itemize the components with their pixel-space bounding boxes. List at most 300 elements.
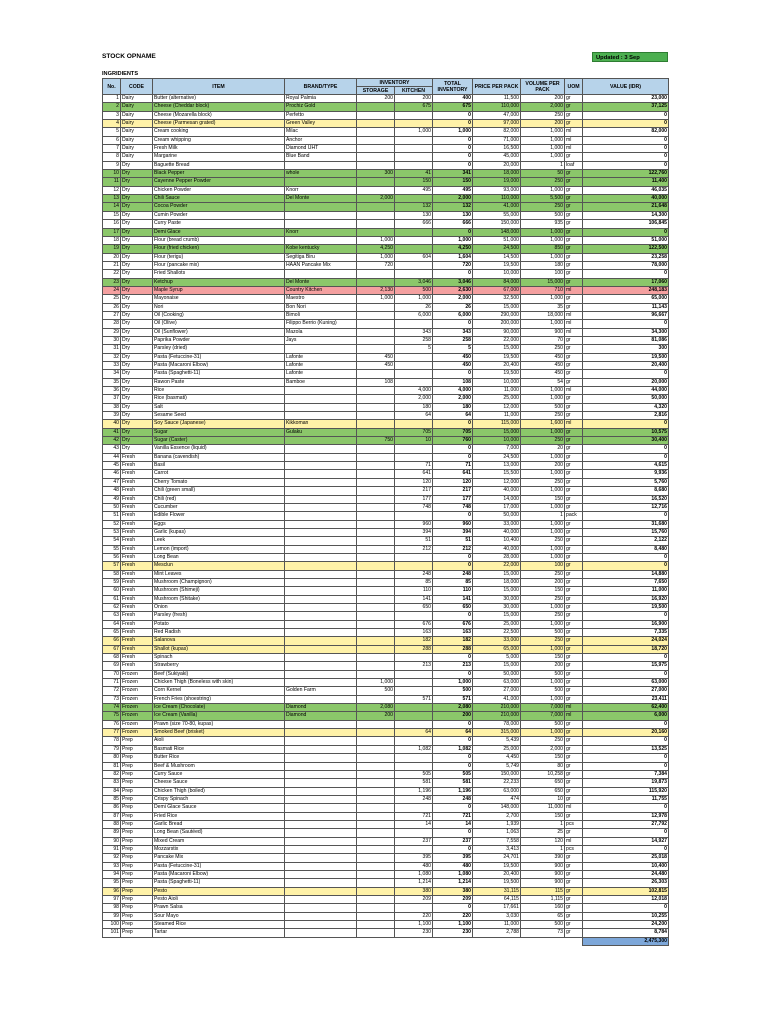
table-row xyxy=(103,687,669,695)
cell-no: 62 xyxy=(103,603,121,611)
cell-code: Dry xyxy=(121,387,153,395)
cell-item: Cheese (Parmesan grated) xyxy=(153,120,285,128)
table-row xyxy=(103,745,669,753)
cell-storage xyxy=(357,587,395,595)
cell-uom: pcs xyxy=(565,820,583,828)
cell-code: Prep xyxy=(121,770,153,778)
cell-no: 28 xyxy=(103,320,121,328)
cell-code: Fresh xyxy=(121,570,153,578)
cell-price-per-pack: 18,000 xyxy=(473,578,521,586)
cell-brand xyxy=(285,679,357,687)
cell-volume-per-pack: 1,600 xyxy=(521,420,565,428)
cell-item: Carrot xyxy=(153,470,285,478)
cell-code: Dry xyxy=(121,245,153,253)
cell-code: Prep xyxy=(121,787,153,795)
cell-no: 96 xyxy=(103,887,121,895)
cell-no: 88 xyxy=(103,820,121,828)
cell-total-inventory: 0 xyxy=(433,153,473,161)
cell-item: Curry Sauce xyxy=(153,770,285,778)
cell-kitchen xyxy=(395,712,433,720)
table-row xyxy=(103,470,669,478)
cell-price-per-pack: 15,000 xyxy=(473,345,521,353)
cell-kitchen: 676 xyxy=(395,620,433,628)
table-row xyxy=(103,286,669,294)
cell-volume-per-pack: 1,000 xyxy=(521,620,565,628)
cell-total-inventory: 213 xyxy=(433,662,473,670)
cell-value: 19,500 xyxy=(583,353,669,361)
cell-value: 23,258 xyxy=(583,253,669,261)
cell-uom: gr xyxy=(565,437,583,445)
cell-no: 87 xyxy=(103,812,121,820)
cell-brand xyxy=(285,345,357,353)
cell-item: Oil (Cooking) xyxy=(153,311,285,319)
cell-uom: gr xyxy=(565,896,583,904)
cell-item: Pasta (Macaroni Elbow) xyxy=(153,362,285,370)
cell-item: Pesto xyxy=(153,887,285,895)
cell-item: Onion xyxy=(153,603,285,611)
cell-price-per-pack: 50,000 xyxy=(473,670,521,678)
cell-volume-per-pack: 7,000 xyxy=(521,712,565,720)
cell-no: 21 xyxy=(103,261,121,269)
cell-code: Prep xyxy=(121,904,153,912)
cell-value: 0 xyxy=(583,270,669,278)
cell-volume-per-pack: 65 xyxy=(521,912,565,920)
cell-price-per-pack: 25,000 xyxy=(473,395,521,403)
cell-kitchen: 6,000 xyxy=(395,311,433,319)
cell-price-per-pack: 15,000 xyxy=(473,662,521,670)
cell-item: Vanilla Essence (liquid) xyxy=(153,445,285,453)
table-row xyxy=(103,812,669,820)
cell-volume-per-pack: 1,000 xyxy=(521,136,565,144)
cell-kitchen xyxy=(395,320,433,328)
table-row xyxy=(103,412,669,420)
cell-price-per-pack: 41,000 xyxy=(473,695,521,703)
cell-volume-per-pack: 650 xyxy=(521,787,565,795)
cell-code: Fresh xyxy=(121,637,153,645)
cell-brand xyxy=(285,887,357,895)
cell-uom: gr xyxy=(565,545,583,553)
cell-kitchen: 182 xyxy=(395,637,433,645)
cell-no: 93 xyxy=(103,862,121,870)
cell-kitchen: 1,080 xyxy=(395,870,433,878)
cell-total-inventory: 110 xyxy=(433,587,473,595)
cell-item: Demi Glace xyxy=(153,228,285,236)
cell-price-per-pack: 150,000 xyxy=(473,220,521,228)
cell-value: 16,520 xyxy=(583,495,669,503)
cell-no: 7 xyxy=(103,145,121,153)
cell-uom: gr xyxy=(565,236,583,244)
cell-kitchen xyxy=(395,236,433,244)
cell-volume-per-pack: 250 xyxy=(521,478,565,486)
table-row xyxy=(103,545,669,553)
grand-total: 2,475,300 xyxy=(583,937,669,945)
cell-volume-per-pack: 1,000 xyxy=(521,645,565,653)
cell-price-per-pack: 110,000 xyxy=(473,103,521,111)
table-row xyxy=(103,103,669,111)
cell-price-per-pack: 50,000 xyxy=(473,512,521,520)
table-row xyxy=(103,120,669,128)
cell-storage xyxy=(357,495,395,503)
table-row xyxy=(103,353,669,361)
cell-kitchen: 1,196 xyxy=(395,787,433,795)
table-row xyxy=(103,253,669,261)
cell-uom: gr xyxy=(565,103,583,111)
cell-price-per-pack: 25,000 xyxy=(473,745,521,753)
cell-storage xyxy=(357,370,395,378)
cell-volume-per-pack: 1,000 xyxy=(521,320,565,328)
cell-kitchen: 10 xyxy=(395,437,433,445)
cell-price-per-pack: 25,000 xyxy=(473,620,521,628)
cell-code: Prep xyxy=(121,754,153,762)
cell-total-inventory: 581 xyxy=(433,779,473,787)
cell-volume-per-pack: 450 xyxy=(521,370,565,378)
cell-kitchen xyxy=(395,679,433,687)
cell-kitchen: 721 xyxy=(395,812,433,820)
cell-volume-per-pack: 1,000 xyxy=(521,553,565,561)
cell-code: Dry xyxy=(121,278,153,286)
table-row xyxy=(103,462,669,470)
cell-price-per-pack: 290,000 xyxy=(473,311,521,319)
table-row xyxy=(103,912,669,920)
cell-volume-per-pack: 1,000 xyxy=(521,428,565,436)
table-row xyxy=(103,220,669,228)
cell-uom: gr xyxy=(565,403,583,411)
cell-storage xyxy=(357,211,395,219)
cell-uom: gr xyxy=(565,487,583,495)
cell-storage xyxy=(357,812,395,820)
cell-no: 10 xyxy=(103,170,121,178)
cell-storage xyxy=(357,328,395,336)
cell-uom: gr xyxy=(565,362,583,370)
cell-total-inventory: 0 xyxy=(433,904,473,912)
cell-volume-per-pack: 500 xyxy=(521,403,565,411)
cell-storage xyxy=(357,795,395,803)
cell-no: 92 xyxy=(103,854,121,862)
cell-volume-per-pack: 5,500 xyxy=(521,195,565,203)
cell-brand xyxy=(285,437,357,445)
cell-brand: Anchor xyxy=(285,136,357,144)
cell-volume-per-pack: 500 xyxy=(521,687,565,695)
cell-item: Sugar (Caster) xyxy=(153,437,285,445)
cell-kitchen: 500 xyxy=(395,286,433,294)
cell-code: Dairy xyxy=(121,153,153,161)
cell-no: 71 xyxy=(103,679,121,687)
cell-total-inventory: 450 xyxy=(433,353,473,361)
cell-value: 78,000 xyxy=(583,261,669,269)
cell-item: Sugar xyxy=(153,428,285,436)
cell-uom: gr xyxy=(565,854,583,862)
cell-brand xyxy=(285,412,357,420)
cell-total-inventory: 130 xyxy=(433,211,473,219)
cell-kitchen: 675 xyxy=(395,103,433,111)
cell-price-per-pack: 67,000 xyxy=(473,286,521,294)
table-row xyxy=(103,178,669,186)
cell-code: Dry xyxy=(121,378,153,386)
table-row xyxy=(103,870,669,878)
cell-total-inventory: 4,000 xyxy=(433,387,473,395)
cell-kitchen: 150 xyxy=(395,178,433,186)
cell-volume-per-pack: 1 xyxy=(521,820,565,828)
cell-brand: Diamond xyxy=(285,704,357,712)
cell-code: Fresh xyxy=(121,545,153,553)
cell-storage: 720 xyxy=(357,261,395,269)
cell-code: Fresh xyxy=(121,470,153,478)
cell-kitchen xyxy=(395,445,433,453)
cell-value: 21,648 xyxy=(583,203,669,211)
cell-volume-per-pack: 1,000 xyxy=(521,145,565,153)
cell-value: 12,716 xyxy=(583,503,669,511)
cell-brand: Kikkoman xyxy=(285,420,357,428)
cell-brand: HAAN Pancake Mix xyxy=(285,261,357,269)
cell-price-per-pack: 10,000 xyxy=(473,378,521,386)
cell-kitchen: 71 xyxy=(395,462,433,470)
cell-brand xyxy=(285,503,357,511)
cell-brand: Bamboe xyxy=(285,378,357,386)
cell-value: 10,400 xyxy=(583,862,669,870)
cell-uom: gr xyxy=(565,228,583,236)
cell-item: Curry Paste xyxy=(153,220,285,228)
cell-kitchen: 581 xyxy=(395,779,433,787)
cell-no: 65 xyxy=(103,629,121,637)
cell-total-inventory: 721 xyxy=(433,812,473,820)
cell-volume-per-pack: 150 xyxy=(521,495,565,503)
cell-value: 12,978 xyxy=(583,812,669,820)
cell-no: 53 xyxy=(103,528,121,536)
cell-uom: gr xyxy=(565,553,583,561)
cell-storage xyxy=(357,186,395,194)
cell-kitchen xyxy=(395,261,433,269)
cell-storage xyxy=(357,804,395,812)
cell-value: 102,815 xyxy=(583,887,669,895)
cell-price-per-pack: 32,500 xyxy=(473,295,521,303)
cell-price-per-pack: 15,000 xyxy=(473,587,521,595)
cell-brand xyxy=(285,879,357,887)
cell-kitchen: 960 xyxy=(395,520,433,528)
cell-storage xyxy=(357,837,395,845)
cell-code: Fresh xyxy=(121,587,153,595)
cell-kitchen xyxy=(395,195,433,203)
cell-volume-per-pack: 54 xyxy=(521,378,565,386)
cell-no: 14 xyxy=(103,203,121,211)
cell-code: Dry xyxy=(121,353,153,361)
cell-storage xyxy=(357,887,395,895)
col-volume-per-pack: VOLUME PER PACK xyxy=(521,79,565,95)
cell-no: 52 xyxy=(103,520,121,528)
cell-item: Eggs xyxy=(153,520,285,528)
table-row xyxy=(103,153,669,161)
cell-code: Fresh xyxy=(121,478,153,486)
cell-storage xyxy=(357,470,395,478)
cell-item: Corn Kernel xyxy=(153,687,285,695)
cell-brand: Diamond UHT xyxy=(285,145,357,153)
cell-brand xyxy=(285,603,357,611)
cell-code: Fresh xyxy=(121,528,153,536)
cell-no: 31 xyxy=(103,345,121,353)
cell-price-per-pack: 11,000 xyxy=(473,921,521,929)
cell-total-inventory: 0 xyxy=(433,612,473,620)
cell-no: 25 xyxy=(103,295,121,303)
cell-brand: Bon Nori xyxy=(285,303,357,311)
cell-volume-per-pack: 18,000 xyxy=(521,311,565,319)
cell-value: 27,000 xyxy=(583,687,669,695)
cell-uom: ml xyxy=(565,286,583,294)
cell-total-inventory: 132 xyxy=(433,203,473,211)
cell-item: Red Radish xyxy=(153,629,285,637)
cell-no: 78 xyxy=(103,737,121,745)
cell-uom: gr xyxy=(565,578,583,586)
cell-uom: gr xyxy=(565,370,583,378)
cell-total-inventory: 0 xyxy=(433,111,473,119)
cell-price-per-pack: 1,063 xyxy=(473,829,521,837)
cell-price-per-pack: 31,115 xyxy=(473,887,521,895)
cell-uom: ml xyxy=(565,328,583,336)
cell-price-per-pack: 4,450 xyxy=(473,754,521,762)
cell-brand: Blue Band xyxy=(285,153,357,161)
cell-price-per-pack: 17,000 xyxy=(473,503,521,511)
cell-volume-per-pack: 10 xyxy=(521,795,565,803)
cell-uom: ml xyxy=(565,320,583,328)
cell-kitchen: 343 xyxy=(395,328,433,336)
cell-no: 101 xyxy=(103,929,121,937)
cell-item: Cucumber xyxy=(153,503,285,511)
cell-total-inventory: 0 xyxy=(433,370,473,378)
cell-item: Ice Cream (Chocolate) xyxy=(153,704,285,712)
cell-price-per-pack: 19,500 xyxy=(473,879,521,887)
cell-kitchen xyxy=(395,904,433,912)
cell-brand xyxy=(285,745,357,753)
cell-value: 17,060 xyxy=(583,278,669,286)
cell-total-inventory: 217 xyxy=(433,487,473,495)
cell-value: 0 xyxy=(583,512,669,520)
cell-storage: 2,000 xyxy=(357,195,395,203)
cell-brand xyxy=(285,478,357,486)
col-uom: UOM xyxy=(565,79,583,95)
cell-storage xyxy=(357,311,395,319)
cell-storage xyxy=(357,578,395,586)
cell-uom: ml xyxy=(565,145,583,153)
cell-total-inventory: 394 xyxy=(433,528,473,536)
cell-total-inventory: 141 xyxy=(433,595,473,603)
cell-uom: gr xyxy=(565,887,583,895)
cell-item: Prawn Salsa xyxy=(153,904,285,912)
cell-value: 13,525 xyxy=(583,745,669,753)
cell-item: Potato xyxy=(153,620,285,628)
cell-volume-per-pack: 115 xyxy=(521,887,565,895)
cell-code: Prep xyxy=(121,854,153,862)
empty-cell xyxy=(395,937,433,945)
cell-kitchen: 85 xyxy=(395,578,433,586)
cell-item: Shallot (kupas) xyxy=(153,645,285,653)
cell-volume-per-pack: 200 xyxy=(521,662,565,670)
cell-total-inventory: 2,080 xyxy=(433,704,473,712)
cell-total-inventory: 200 xyxy=(433,712,473,720)
table-row xyxy=(103,553,669,561)
cell-volume-per-pack: 450 xyxy=(521,362,565,370)
table-row xyxy=(103,829,669,837)
cell-code: Dry xyxy=(121,170,153,178)
cell-uom: gr xyxy=(565,687,583,695)
cell-item: Chili (red) xyxy=(153,495,285,503)
cell-kitchen xyxy=(395,111,433,119)
cell-brand xyxy=(285,445,357,453)
cell-brand xyxy=(285,779,357,787)
cell-total-inventory: 0 xyxy=(433,829,473,837)
cell-brand xyxy=(285,545,357,553)
cell-volume-per-pack: 150 xyxy=(521,754,565,762)
table-row xyxy=(103,520,669,528)
cell-volume-per-pack: 120 xyxy=(521,837,565,845)
cell-uom: ml xyxy=(565,712,583,720)
cell-storage: 750 xyxy=(357,437,395,445)
cell-no: 3 xyxy=(103,111,121,119)
cell-price-per-pack: 5,749 xyxy=(473,762,521,770)
cell-item: Pasta (Spaghetti-11) xyxy=(153,370,285,378)
cell-storage xyxy=(357,320,395,328)
cell-volume-per-pack: 250 xyxy=(521,612,565,620)
cell-volume-per-pack: 80 xyxy=(521,762,565,770)
cell-volume-per-pack: 200 xyxy=(521,95,565,103)
table-row xyxy=(103,203,669,211)
cell-storage xyxy=(357,203,395,211)
cell-storage: 200 xyxy=(357,95,395,103)
table-row xyxy=(103,136,669,144)
cell-brand xyxy=(285,161,357,169)
cell-storage xyxy=(357,428,395,436)
cell-total-inventory: 5 xyxy=(433,345,473,353)
cell-uom: gr xyxy=(565,220,583,228)
cell-price-per-pack: 200,000 xyxy=(473,320,521,328)
empty-cell xyxy=(153,937,285,945)
cell-brand xyxy=(285,453,357,461)
cell-code: Fresh xyxy=(121,603,153,611)
cell-uom: gr xyxy=(565,303,583,311)
cell-value: 15,975 xyxy=(583,662,669,670)
table-row xyxy=(103,270,669,278)
cell-uom: gr xyxy=(565,779,583,787)
cell-code: Dry xyxy=(121,295,153,303)
cell-total-inventory: 150 xyxy=(433,178,473,186)
cell-kitchen: 1,082 xyxy=(395,745,433,753)
cell-code: Dry xyxy=(121,345,153,353)
cell-brand xyxy=(285,570,357,578)
cell-item: Parsley (fresh) xyxy=(153,612,285,620)
cell-kitchen xyxy=(395,704,433,712)
table-body xyxy=(103,95,669,946)
cell-storage xyxy=(357,729,395,737)
table-row xyxy=(103,887,669,895)
cell-code: Dry xyxy=(121,286,153,294)
cell-no: 49 xyxy=(103,495,121,503)
cell-storage xyxy=(357,820,395,828)
cell-kitchen: 1,000 xyxy=(395,128,433,136)
table-row xyxy=(103,95,669,103)
cell-kitchen: 217 xyxy=(395,487,433,495)
cell-no: 59 xyxy=(103,578,121,586)
cell-volume-per-pack: 500 xyxy=(521,720,565,728)
cell-kitchen xyxy=(395,553,433,561)
cell-uom: gr xyxy=(565,378,583,386)
table-row xyxy=(103,170,669,178)
cell-storage xyxy=(357,870,395,878)
cell-kitchen: 2,000 xyxy=(395,395,433,403)
table-row xyxy=(103,478,669,486)
table-row xyxy=(103,921,669,929)
cell-no: 98 xyxy=(103,904,121,912)
cell-code: Prep xyxy=(121,929,153,937)
cell-uom: gr xyxy=(565,478,583,486)
cell-total-inventory: 380 xyxy=(433,887,473,895)
cell-no: 73 xyxy=(103,695,121,703)
